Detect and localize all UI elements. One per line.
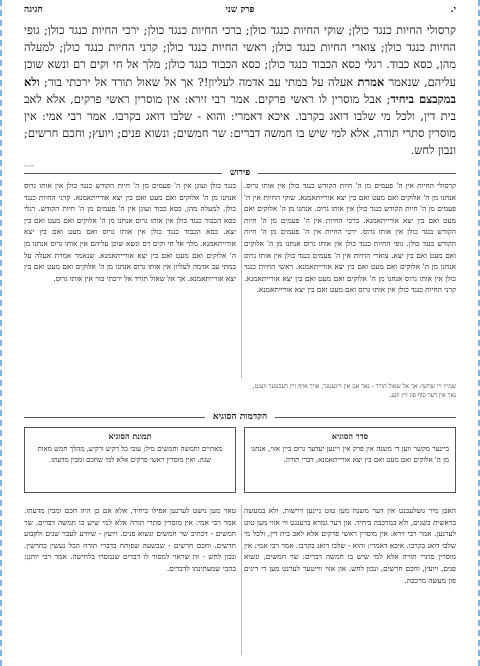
perush-column-left: כנגד כולן ועוגן אין ה' פעמים מן ה' חיות הקודש כנגד כולן אין אותו גרוס אנחנו מן ה' אלוקים ואם מעט ואם בין יצא אורייתאמנא. קרני החיות כנגד כולן. למעלה מהן, כסא כבוד ועוגן אין ה' פעמים מן ה' חיות הקודש. רגלי כסא הכבוד כנגד כולן אין אותו גרוס אנחנו מן ה' אלוקים ואם מעט ואם בין יצא. כסא הכבוד כנגד כולן אין אותו גרוס ואם מעט ואם בין יצא אורייתאמנא. מלך אל חי וקים רם ונשא שוכן עליהם אין אותו גרוס אנחנו מן ה' אלוקים ואם מעט ואם בין יצא אורייתאמנא. שנאמר אמרת אעלה על במתי עב אדמה לעליון אין אותו גרוס אנחנו מן ה' אלוקים ואם מעט ואם בין יצא אורייתאמנא. אך אל שאול תורד אל ירכתי בור אין אותו גרוס. bbox=[24, 181, 236, 283]
footnote: שמייו ויי שחשי: אך אל שאול תורד - נאר אגן אין ויינעטנר, אויך אויף זיין רעכטער ווענט, נאר אין דער סוף פון זיין וועג. bbox=[252, 383, 456, 399]
margin-note: הערות bbox=[24, 163, 34, 168]
mishna-segment: קרסולי החיות כנגד כולן; שוקי החיות כנגד כולן; ברכי החיות כנגד כולן; ירכי החיות כנגד כולן; גופי החיות כנגד כולן; צוארי החיות כנגד כולן; ראשי החיות כנגד כולן; קרני החיות כנגד כולן; למעלה מהן, כסא כבוד. רגלי כסא הכבוד כנגד כולן; כסא הכבוד כנגד כולן; מלך אל חי וקים רם ונשא שוכן עליהם, bbox=[24, 23, 456, 89]
perush-divider bbox=[24, 168, 456, 178]
temunat-title: תמונת הסוגיא bbox=[108, 431, 152, 441]
temunat-body: מאתיים וחמשה וחמשים מיל; עובי כל רקיע ורקיע, מהלך חמש מאות שנה. ואין מוסרין ראשי פרקים אלא למי שחכם ומבין מדעתו. bbox=[37, 445, 223, 464]
temunat-hasugya-box bbox=[24, 427, 236, 493]
column-separator bbox=[241, 505, 242, 655]
mishna-text bbox=[24, 22, 456, 160]
seder-title: סדר הסוגיא bbox=[331, 431, 369, 441]
chapter-title: פרק שני bbox=[225, 5, 255, 15]
mishna-segment: ; אבל מוסרין לו ראשי פרקים. אמר רבי זירא: אין מוסרין ראשי פרקים, אלא לאב בית דין, ולכל מי שלבו דואג בקרבו. איכא דאמרי: והוא - שלבו דואג בקרבו. אמר רבי אמי: אין מוסרין סתרי תורה, אלא למי שיש בו חמשה דברים: שר חמשים; ונשוא פנים; ויועץ; וחכם חרשים; ונבון לחש. bbox=[24, 91, 456, 158]
seder-body: ביינער מקשר ווען די משנה אין פרק אין ויינען יעדער גרוס ביין אזוי, אנחנו מן ה' אלוקים ואם מעט ואם בין יצא אורייתאמנא, דברי תורה. bbox=[251, 445, 449, 464]
bottom-column-left: טאר מען נישט לערנען אפילו ביחיד, אלא אם כן היה חכם ומבין מדעתו. אמר רבי אמי: אין מוסרין סתרי תורה אלא למי שיש בו חמשה דברים. שר חמשים - דכתיב שר חמשים ונשוא פנים. ויועץ - שיודע לעבר שנים ולקבוע חדשים. וחכם חרשים - שבשעה שפותח בדברי תורה הכל נעשין כחרשין. ונבון לחש - זה שראוי למסור לו דברים שנמסרו בלחישה. אמר רבי יוחנן: בהכי שמעתינהו לדברים. bbox=[24, 506, 236, 573]
column-separator bbox=[241, 180, 242, 378]
tractate-name: חגיגה bbox=[24, 5, 43, 15]
page-number: י. bbox=[450, 5, 456, 15]
mishna-segment-bold: אמרת bbox=[357, 74, 385, 89]
mishna-segment-bold: ולא במקבצם ביחיד bbox=[24, 74, 456, 106]
mishna-segment: שנאמר bbox=[388, 74, 420, 89]
mishna-segment: אעלה על במתי עב אדמה לעליון!? אך אל שאול תורד אל ירכתי בור; bbox=[39, 74, 358, 89]
seder-hasugya-box bbox=[244, 427, 456, 493]
page-header bbox=[24, 4, 456, 18]
perush-column-right: קרסולי החיות אין ה' פעמים מן ה' חיות הקודש כנגד כולן אין אותו גרוס. אנחנו מן ה' אלוקים ואם מעט ואם בין יצא אורייתאמנא. שוקי החיות אין ה' פעמים מן ה' חיות הקודש כנגד כולן אין אותו גרוס. אנחנו מן ה' אלוקים ואם מעט ואם בין יצא אורייתאמנא. ברכי החיות אין ה' פעמים מן ה' חיות הקודש כנגד כולן אין אותו גרוס. ירכי החיות אין ה' פעמים מן ה' חיות הקודש כנגד כולן. גופי החיות כנגד כולן אין אותו גרוס אנחנו מן ה' אלוקים ואם מעט ואם בין יצא. צוארי החיות אין ה' פעמים כנגד כולן אין אותו גרוס אנחנו מן ה' אלוקים ואם מעט ואם בין יצא אורייתאמנא. ראשי החיות כנגד כולן אין אותו גרוס אנחנו מן ה' אלוקים ואם מעט ואם בין יצא אורייתאמנא. קרני החיות כנגד כולן אין אותו גרוס ואם מעט ואם בין יצא אורייתאמנא. bbox=[244, 181, 456, 295]
perush-label: פירוש bbox=[222, 167, 258, 178]
hakdama-divider bbox=[24, 412, 456, 422]
hakdama-label: הקדמות הסוגיא bbox=[205, 411, 275, 422]
bottom-column-right: האבן מיר גועלעבנט אין דער משנה מען טוט ניינען דרשות, ולא במעשה בראשית בשנים, ולא במרכבה ביחיד. און דער גמרא ברענגט ווי אזוי מען טוט לערנען. אמר רבי זירא: אין מוסרין ראשי פרקים אלא לאב בית דין, ולכל מי שלבו דואג בקרבו. איכא דאמרי: והוא - שלבו דואג בקרבו. אמר רבי אמי: אין מוסרין סתרי תורה אלא למי שיש בו חמשה דברים: שר חמשים, ונשוא פנים, ויועץ, וחכם חרשים, ונבון לחש. און אזוי ווייטער לערנט מען די דינים פון מעשה מרכבה. bbox=[244, 506, 456, 585]
hakdama-boxes bbox=[24, 427, 456, 497]
